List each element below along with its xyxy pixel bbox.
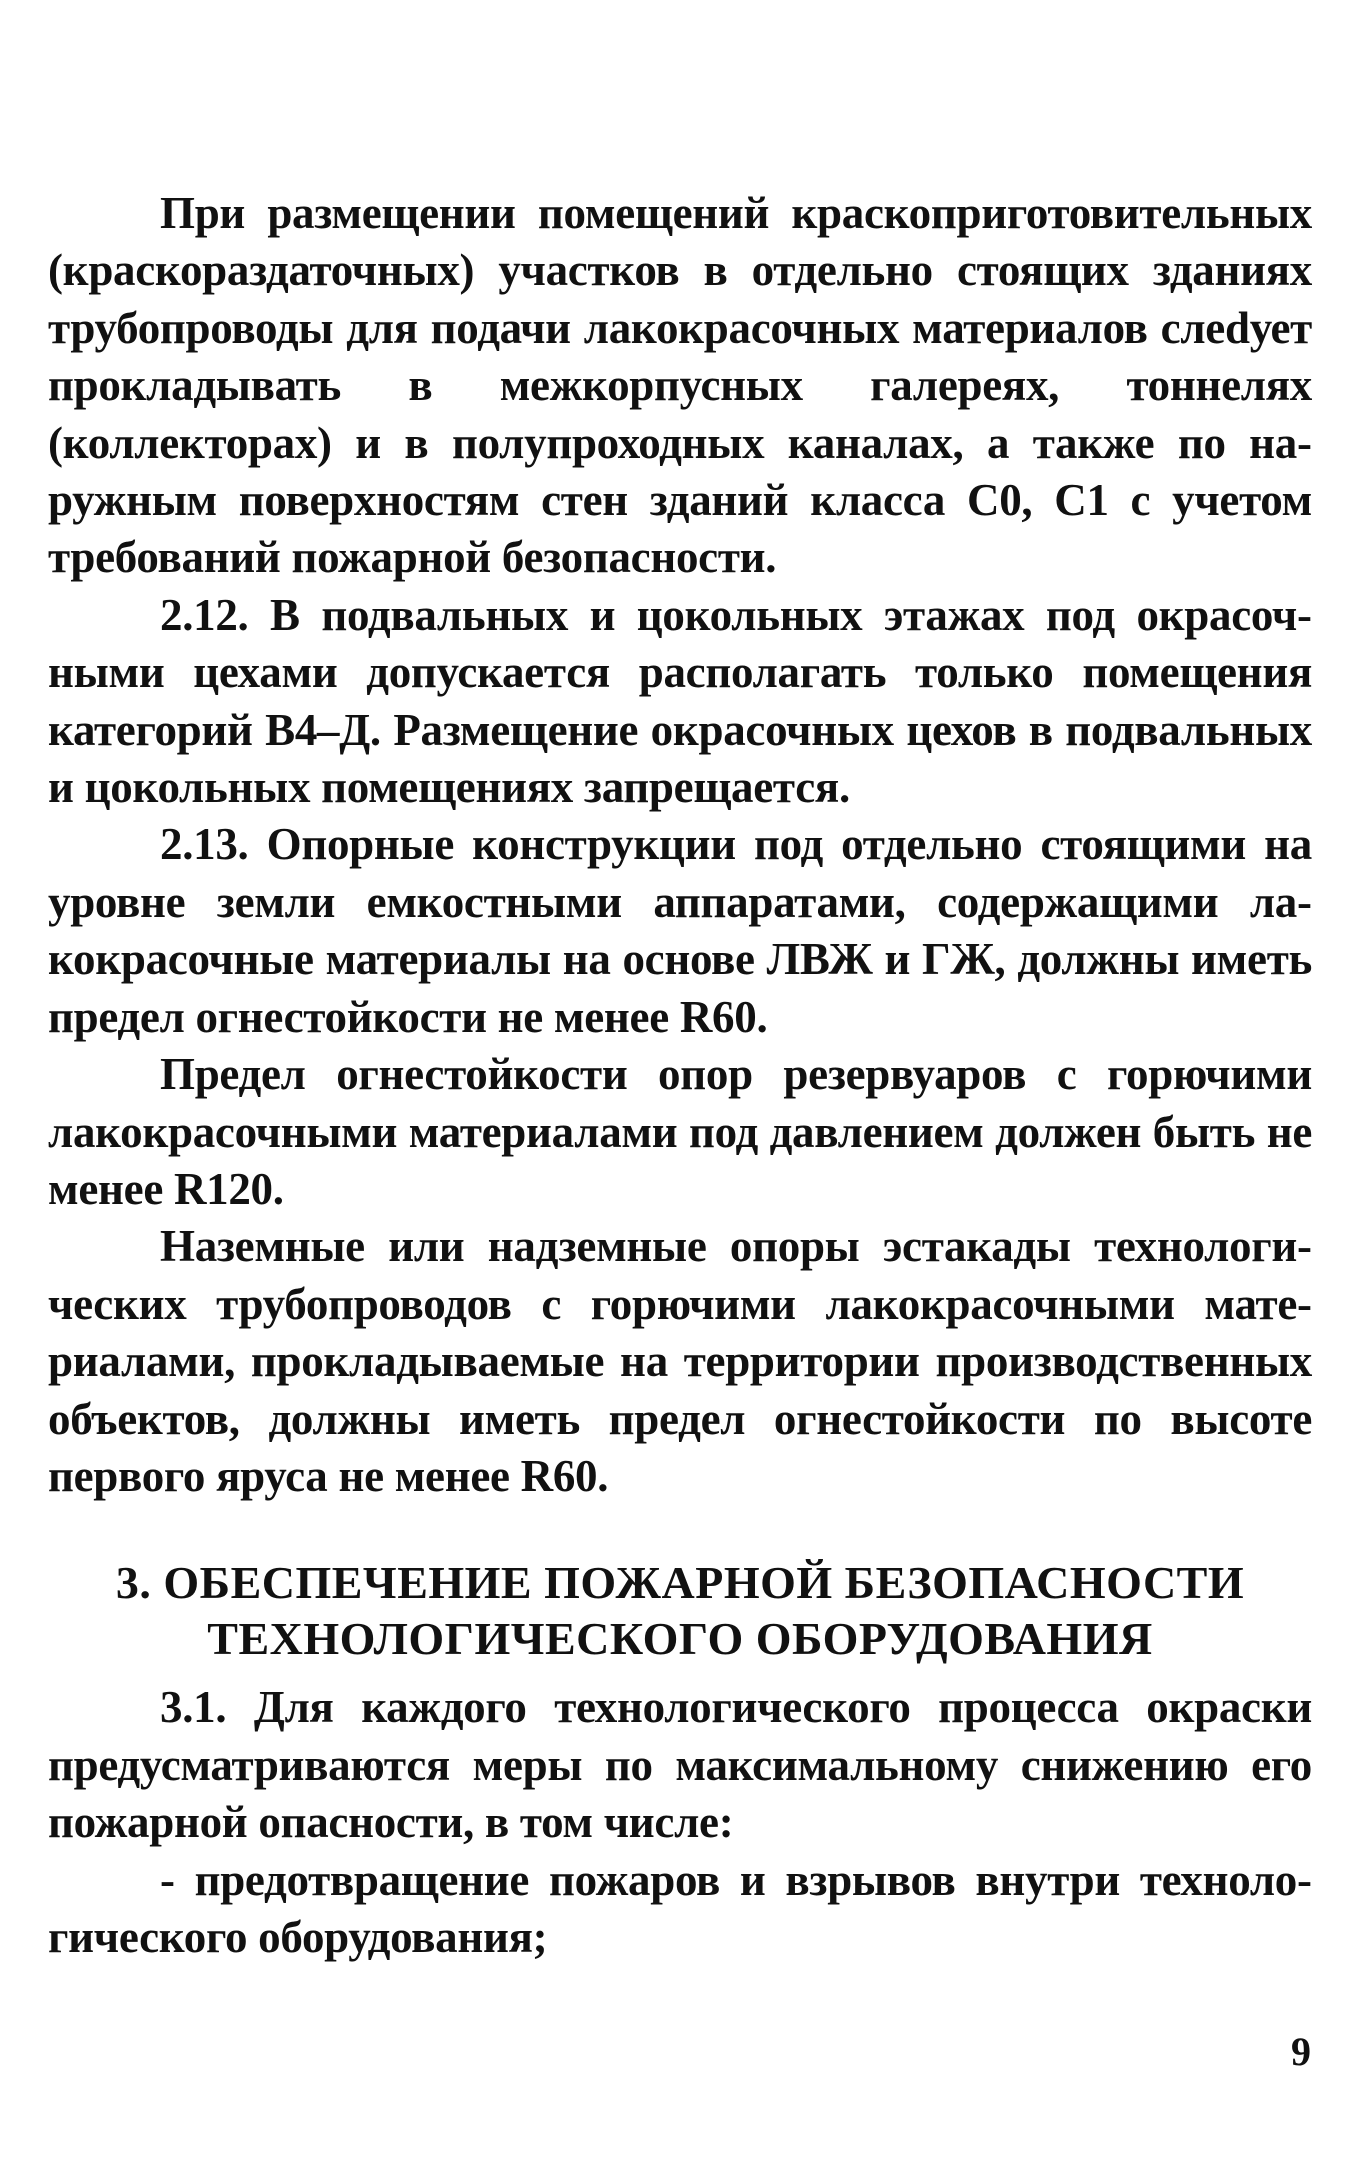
section-heading	[48, 1555, 1312, 1667]
document-page	[48, 185, 1312, 1966]
section-heading-line1: 3. ОБЕСПЕЧЕНИЕ ПОЖАРНОЙ БЕЗОПАСНОСТИ	[115, 1557, 1245, 1609]
paragraph-overpass-supports: Наземные или надземные опоры эстакады технологических трубопроводов с горючими лакокрасочными материалами, прокладываемые на территории производственных объектов, должны иметь предел огнестойкости по высоте первого яруса не менее R60.	[48, 1221, 1312, 1501]
section-heading-line2: ТЕХНОЛОГИЧЕСКОГО ОБОРУДОВАНИЯ	[207, 1613, 1153, 1665]
paragraph-2-13: 2.13. Опорные конструкции под отдельно стоящими на уровне земли емкостными аппаратами, содержащими лакокрасочные материалы на основе ЛВЖ и ГЖ, должны иметь предел огнестойкости не менее R60.	[48, 819, 1312, 1042]
paragraph-3-1: 3.1. Для каждого технологического процесса окраски предусматриваются меры по максимальному снижению его пожарной опасности, в том числе:	[48, 1682, 1312, 1848]
paragraph-fire-resistance-tanks: Предел огнестойкости опор резервуаров с горючими лакокрасочными материалами под давлением должен быть не менее R120.	[48, 1049, 1312, 1214]
paragraph-list-item-prevention: - предотвращение пожаров и взрывов внутри технологического оборудования;	[48, 1854, 1312, 1962]
paragraph-2-12: 2.12. В подвальных и цокольных этажах под окрасочными цехами допускается располагать только помещения категорий В4–Д. Размещение окрасочных цехов в подвальных и цокольных помещениях запрещается.	[48, 589, 1312, 813]
page-number: 9	[1291, 2029, 1311, 2074]
paragraph-pipelines: При размещении помещений краскоприготовительных (краскораздаточных) участков в отдельно стоящих зданиях трубопроводы для подачи лакокрасочных материалов слеdует прокладывать в межкорпусных галереях, тоннелях (коллекторах) и в полупроходных каналах, а также по наружным поверхностям стен зданий класса С0, С1 с учетом требований пожарной безопасности.	[48, 188, 1312, 583]
